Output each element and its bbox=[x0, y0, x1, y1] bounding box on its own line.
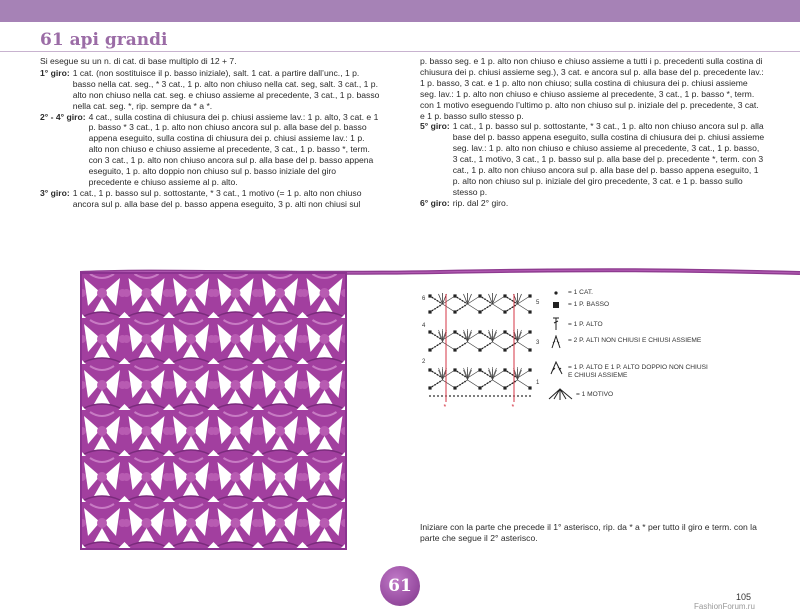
round-text: 1 cat. (non sostituisce il p. basso iniziale), salt. 1 cat. a partire dall’unc., 1 p. basso nella cat. seg., * 3 cat., 1 p. alto non chiuso nella cat. seg, salt. 3 cat., 1 p. alto non chiuso nella cat. seg. e chiuso assieme al precedente, 3 cat., 1 p. basso nella cat. seg. *, rip. sempre da * a *. bbox=[72, 67, 380, 111]
chain-arc bbox=[505, 380, 530, 388]
round-label: 5° giro: bbox=[420, 121, 450, 132]
round-label: 2° - 4° giro: bbox=[40, 111, 86, 122]
chain-dot bbox=[449, 395, 451, 397]
chain-dot bbox=[493, 395, 495, 397]
round-label: 3° giro: bbox=[40, 187, 70, 198]
single-crochet-square bbox=[528, 368, 531, 371]
chain-dot bbox=[489, 376, 491, 378]
single-crochet-square bbox=[453, 294, 456, 297]
chain-dot bbox=[439, 376, 441, 378]
single-crochet-square bbox=[453, 310, 456, 313]
single-crochet-square bbox=[528, 294, 531, 297]
chain-dot bbox=[505, 395, 507, 397]
chain-dot bbox=[434, 298, 436, 300]
single-crochet-square bbox=[478, 348, 481, 351]
single-crochet-square bbox=[478, 386, 481, 389]
chain-dot bbox=[439, 381, 441, 383]
chain-dot bbox=[487, 344, 489, 346]
chain-dot bbox=[464, 305, 466, 307]
single-crochet-square bbox=[428, 348, 431, 351]
round-3 bbox=[40, 188, 380, 210]
chain-dot bbox=[459, 384, 461, 386]
chain-dot bbox=[473, 395, 475, 397]
chain-dot bbox=[512, 344, 514, 346]
page-number: 105 bbox=[736, 592, 752, 602]
chain-dot bbox=[482, 310, 484, 312]
legend-label: = 1 CAT. bbox=[568, 289, 593, 296]
chain-dot bbox=[441, 395, 443, 397]
chain-dot bbox=[487, 382, 489, 384]
top-color-bar bbox=[0, 0, 800, 22]
single-crochet-square bbox=[528, 330, 531, 333]
chain-dot bbox=[437, 344, 439, 346]
single-crochet-square bbox=[428, 294, 431, 297]
chain-dot bbox=[439, 343, 441, 345]
repeat-asterisk: * bbox=[511, 404, 515, 410]
title-divider bbox=[0, 51, 800, 52]
chain-dot bbox=[432, 386, 434, 388]
chain-dot bbox=[461, 395, 463, 397]
round-text: 4 cat., sulla costina di chiusura dei p. chiusi assieme lav.: 1 p. alto, 3 cat. e 1 p. basso * 3 cat., 1 p. alto non chiuso ancora sul p. alla base del p. basso appena eseguito, sulla costina di chiusura dei p. chiusi assieme lav.: 1 p. alto non chiuso e chiuso assieme al precedente, 3 cat., 1 p. basso *, term. con 3 cat., 1 p. alto non chiuso ancora sul p. alla base del p. basso appena eseguito, 1 p. alto doppio non chiuso sul p. basso iniziale del giro precedente e chiuso assieme al p. alto. bbox=[88, 111, 379, 187]
legend-label: = 1 P. ALTO bbox=[568, 321, 603, 328]
row-number: 2 bbox=[422, 359, 426, 365]
chain-dot bbox=[507, 371, 509, 373]
chain-dot bbox=[484, 346, 486, 348]
chain-dot bbox=[462, 306, 464, 308]
stitch-chart bbox=[418, 286, 548, 410]
chain-dot bbox=[437, 395, 439, 397]
chain-dot bbox=[464, 343, 466, 345]
chain-dot bbox=[462, 344, 464, 346]
chain-dot bbox=[489, 302, 491, 304]
single-crochet-square bbox=[428, 386, 431, 389]
chain-dot bbox=[432, 297, 434, 299]
chain-arc bbox=[455, 380, 480, 388]
chain-dot bbox=[477, 395, 479, 397]
chain-dot bbox=[484, 298, 486, 300]
chain-dot bbox=[501, 395, 503, 397]
single-crochet-square bbox=[503, 386, 506, 389]
chain-arc bbox=[505, 304, 530, 312]
chain-dot bbox=[457, 348, 459, 350]
row-number: 4 bbox=[422, 323, 426, 329]
round-label: 1° giro: bbox=[40, 67, 70, 78]
chain-dot bbox=[512, 374, 514, 376]
single-crochet-square bbox=[503, 330, 506, 333]
crochet-swatch-photo bbox=[80, 272, 347, 550]
tall-stitch-icon bbox=[548, 317, 568, 331]
chain-dot bbox=[482, 297, 484, 299]
chain-arc bbox=[480, 304, 505, 312]
single-crochet-square bbox=[478, 310, 481, 313]
chain-dot bbox=[509, 334, 511, 336]
chain-dot bbox=[512, 300, 514, 302]
symbol-legend bbox=[548, 287, 708, 405]
pattern-number-badge: 61 bbox=[380, 566, 420, 606]
chain-dot bbox=[509, 372, 511, 374]
chain-dot bbox=[457, 297, 459, 299]
single-crochet-square bbox=[428, 330, 431, 333]
chain-dot bbox=[469, 395, 471, 397]
chain-dot bbox=[462, 382, 464, 384]
chain-dot bbox=[462, 374, 464, 376]
page-title: 61 api grandi bbox=[40, 30, 168, 50]
instructions-right-column bbox=[420, 56, 765, 209]
chain-dot bbox=[507, 297, 509, 299]
chain-dot bbox=[433, 395, 435, 397]
chain-dot bbox=[457, 333, 459, 335]
chain-arc bbox=[480, 342, 505, 350]
single-crochet-square bbox=[453, 368, 456, 371]
chain-dot bbox=[509, 395, 511, 397]
square-icon bbox=[548, 299, 568, 313]
single-crochet-square bbox=[503, 348, 506, 351]
chain-dot bbox=[457, 371, 459, 373]
chain-dot bbox=[434, 346, 436, 348]
chain-dot bbox=[487, 336, 489, 338]
chain-dot bbox=[489, 381, 491, 383]
round-text: rip. dal 2° giro. bbox=[452, 197, 509, 208]
chain-dot bbox=[437, 336, 439, 338]
watermark-text: FashionForum.ru bbox=[694, 602, 755, 611]
chain-dot bbox=[434, 372, 436, 374]
chain-dot bbox=[512, 306, 514, 308]
single-crochet-square bbox=[453, 386, 456, 389]
chain-dot bbox=[432, 333, 434, 335]
chain-dot bbox=[485, 395, 487, 397]
chain-dot bbox=[459, 346, 461, 348]
chain-dot bbox=[487, 374, 489, 376]
single-crochet-square bbox=[478, 368, 481, 371]
round-6 bbox=[420, 198, 765, 209]
chain-arc bbox=[455, 304, 480, 312]
chain-dot bbox=[507, 310, 509, 312]
chain-dot bbox=[464, 381, 466, 383]
chain-dot bbox=[484, 372, 486, 374]
chain-dot bbox=[453, 395, 455, 397]
chain-arc bbox=[455, 342, 480, 350]
chain-dot bbox=[439, 302, 441, 304]
chain-arc bbox=[430, 304, 455, 312]
tall-double-joined-icon bbox=[548, 361, 568, 375]
legend-label: = 1 MOTIVO bbox=[576, 391, 614, 398]
chain-dot bbox=[459, 372, 461, 374]
single-crochet-square bbox=[453, 348, 456, 351]
chain-dot bbox=[507, 333, 509, 335]
chain-dot bbox=[512, 336, 514, 338]
round-2-4 bbox=[40, 112, 380, 188]
chain-dot bbox=[482, 386, 484, 388]
row-number: 3 bbox=[536, 340, 540, 346]
chain-dot bbox=[465, 395, 467, 397]
chain-dot bbox=[459, 308, 461, 310]
chain-dot bbox=[437, 382, 439, 384]
chain-dot bbox=[507, 348, 509, 350]
chain-dot bbox=[462, 300, 464, 302]
chain-dot bbox=[517, 395, 519, 397]
chain-dot bbox=[521, 395, 523, 397]
row-number: 6 bbox=[422, 296, 426, 302]
round-3-continuation: p. basso seg. e 1 p. alto non chiuso e chiuso assieme a tutti i p. precedenti sulla costina di chiusura dei p. chiusi assieme seg.), 3 cat. e ancora sul p. alla base del p. precedente lav.: 1 p. basso, 3 cat. e 1 p. alto non chiuso; sulla costina di chiusura dei p. chiusi assieme seg. lav.: 1 p. alto non chiuso e chiuso assieme al precedente, 3 cat., 1 p. basso *, term. con 1 motivo eseguendo l’ultimo p. alto non chiuso sul p. iniziale del p. precedente, 3 cat. e 1 p. basso sullo stesso p. bbox=[420, 56, 764, 121]
chain-arc bbox=[480, 380, 505, 388]
chain-dot bbox=[484, 384, 486, 386]
chain-dot bbox=[439, 305, 441, 307]
chain-dot bbox=[482, 371, 484, 373]
chain-dot bbox=[434, 308, 436, 310]
round-text: 1 cat., 1 p. basso sul p. sottostante, * 3 cat., 1 motivo (= 1 p. alto non chiuso ancora sul p. alla base del p. basso appena eseguito, 3 p. alti non chiusi sul bbox=[72, 187, 362, 209]
chain-dot bbox=[509, 298, 511, 300]
chain-dot bbox=[482, 348, 484, 350]
chain-dot bbox=[457, 395, 459, 397]
chain-dot bbox=[489, 305, 491, 307]
chain-dot bbox=[484, 334, 486, 336]
round-text: 1 cat., 1 p. basso sul p. sottostante, * 3 cat., 1 p. alto non chiuso ancora sul p. alla base del p. basso appena eseguito, sulla costina di chiusura dei p. chiusi assieme seg. lav.: 1 p. alto non chiuso e chiuso assieme al precedente, 3 cat., 1 p. basso, 3 cat., 1 motivo, 3 cat., 1 p. basso sul p. alla base del p. precedente *, term. con 3 cat., 1 p. alto non chiuso ancora sul p. alla base del p. basso appena eseguito, 1 p. alto non chiuso sul p. iniziale del giro precedente, 3 cat. e 1 p. basso sullo stesso p. bbox=[452, 121, 765, 197]
legend-label: = 1 P. ALTO E 1 P. ALTO DOPPIO NON CHIUSI E CHIUSI ASSIEME bbox=[568, 364, 708, 379]
single-crochet-square bbox=[453, 330, 456, 333]
chain-dot bbox=[459, 334, 461, 336]
legend-label: = 1 P. BASSO bbox=[568, 301, 610, 308]
single-crochet-square bbox=[428, 310, 431, 313]
chain-arc bbox=[505, 342, 530, 350]
single-crochet-square bbox=[478, 294, 481, 297]
instructions-left-column bbox=[40, 56, 380, 210]
chain-dot bbox=[434, 334, 436, 336]
chain-dot bbox=[497, 395, 499, 397]
chain-dot bbox=[484, 308, 486, 310]
chain-dot bbox=[507, 386, 509, 388]
single-crochet-square bbox=[478, 330, 481, 333]
chain-dot bbox=[457, 310, 459, 312]
chain-dot bbox=[482, 333, 484, 335]
single-crochet-square bbox=[503, 368, 506, 371]
row-number: 1 bbox=[536, 380, 540, 386]
chain-dot bbox=[429, 395, 431, 397]
chain-dot bbox=[509, 346, 511, 348]
two-tall-joined-icon bbox=[548, 335, 568, 349]
chain-dot bbox=[462, 336, 464, 338]
intro-text: Si esegue su un n. di cat. di base multiplo di 12 + 7. bbox=[40, 56, 237, 66]
chain-dot bbox=[512, 382, 514, 384]
chain-dot bbox=[509, 308, 511, 310]
single-crochet-square bbox=[528, 310, 531, 313]
chain-dot bbox=[437, 306, 439, 308]
chain-dot bbox=[529, 395, 531, 397]
chain-arc bbox=[430, 380, 455, 388]
chain-dot bbox=[489, 343, 491, 345]
row-number: 5 bbox=[536, 300, 540, 306]
chain-dot bbox=[439, 338, 441, 340]
chain-dot bbox=[487, 306, 489, 308]
chain-dot bbox=[525, 395, 527, 397]
chain-dot bbox=[464, 302, 466, 304]
single-crochet-square bbox=[528, 348, 531, 351]
single-crochet-square bbox=[428, 368, 431, 371]
round-label: 6° giro: bbox=[420, 197, 450, 208]
chain-dot bbox=[489, 338, 491, 340]
chain-dot bbox=[481, 395, 483, 397]
legend-label: = 2 P. ALTI NON CHIUSI E CHIUSI ASSIEME bbox=[568, 337, 702, 344]
chain-dot bbox=[434, 384, 436, 386]
chain-dot bbox=[432, 310, 434, 312]
repeat-asterisk: * bbox=[443, 404, 447, 410]
motif-icon bbox=[548, 387, 574, 401]
round-5 bbox=[420, 121, 765, 197]
chain-dot bbox=[464, 338, 466, 340]
chain-arc bbox=[430, 342, 455, 350]
chain-dot bbox=[489, 395, 491, 397]
chain-dot bbox=[509, 384, 511, 386]
chain-dot bbox=[487, 300, 489, 302]
chain-dot bbox=[459, 298, 461, 300]
chain-dot bbox=[457, 386, 459, 388]
pattern-footnote: Iniziare con la parte che precede il 1° asterisco, rip. da * a * per tutto il giro e term. con la parte che segue il 2° asterisco. bbox=[420, 522, 757, 543]
chain-dot bbox=[437, 300, 439, 302]
single-crochet-square bbox=[528, 386, 531, 389]
single-crochet-square bbox=[503, 310, 506, 313]
chain-dot bbox=[464, 376, 466, 378]
chain-dot bbox=[432, 348, 434, 350]
single-crochet-square bbox=[503, 294, 506, 297]
chain-dot bbox=[437, 374, 439, 376]
chain-dot bbox=[432, 371, 434, 373]
round-1 bbox=[40, 68, 380, 112]
